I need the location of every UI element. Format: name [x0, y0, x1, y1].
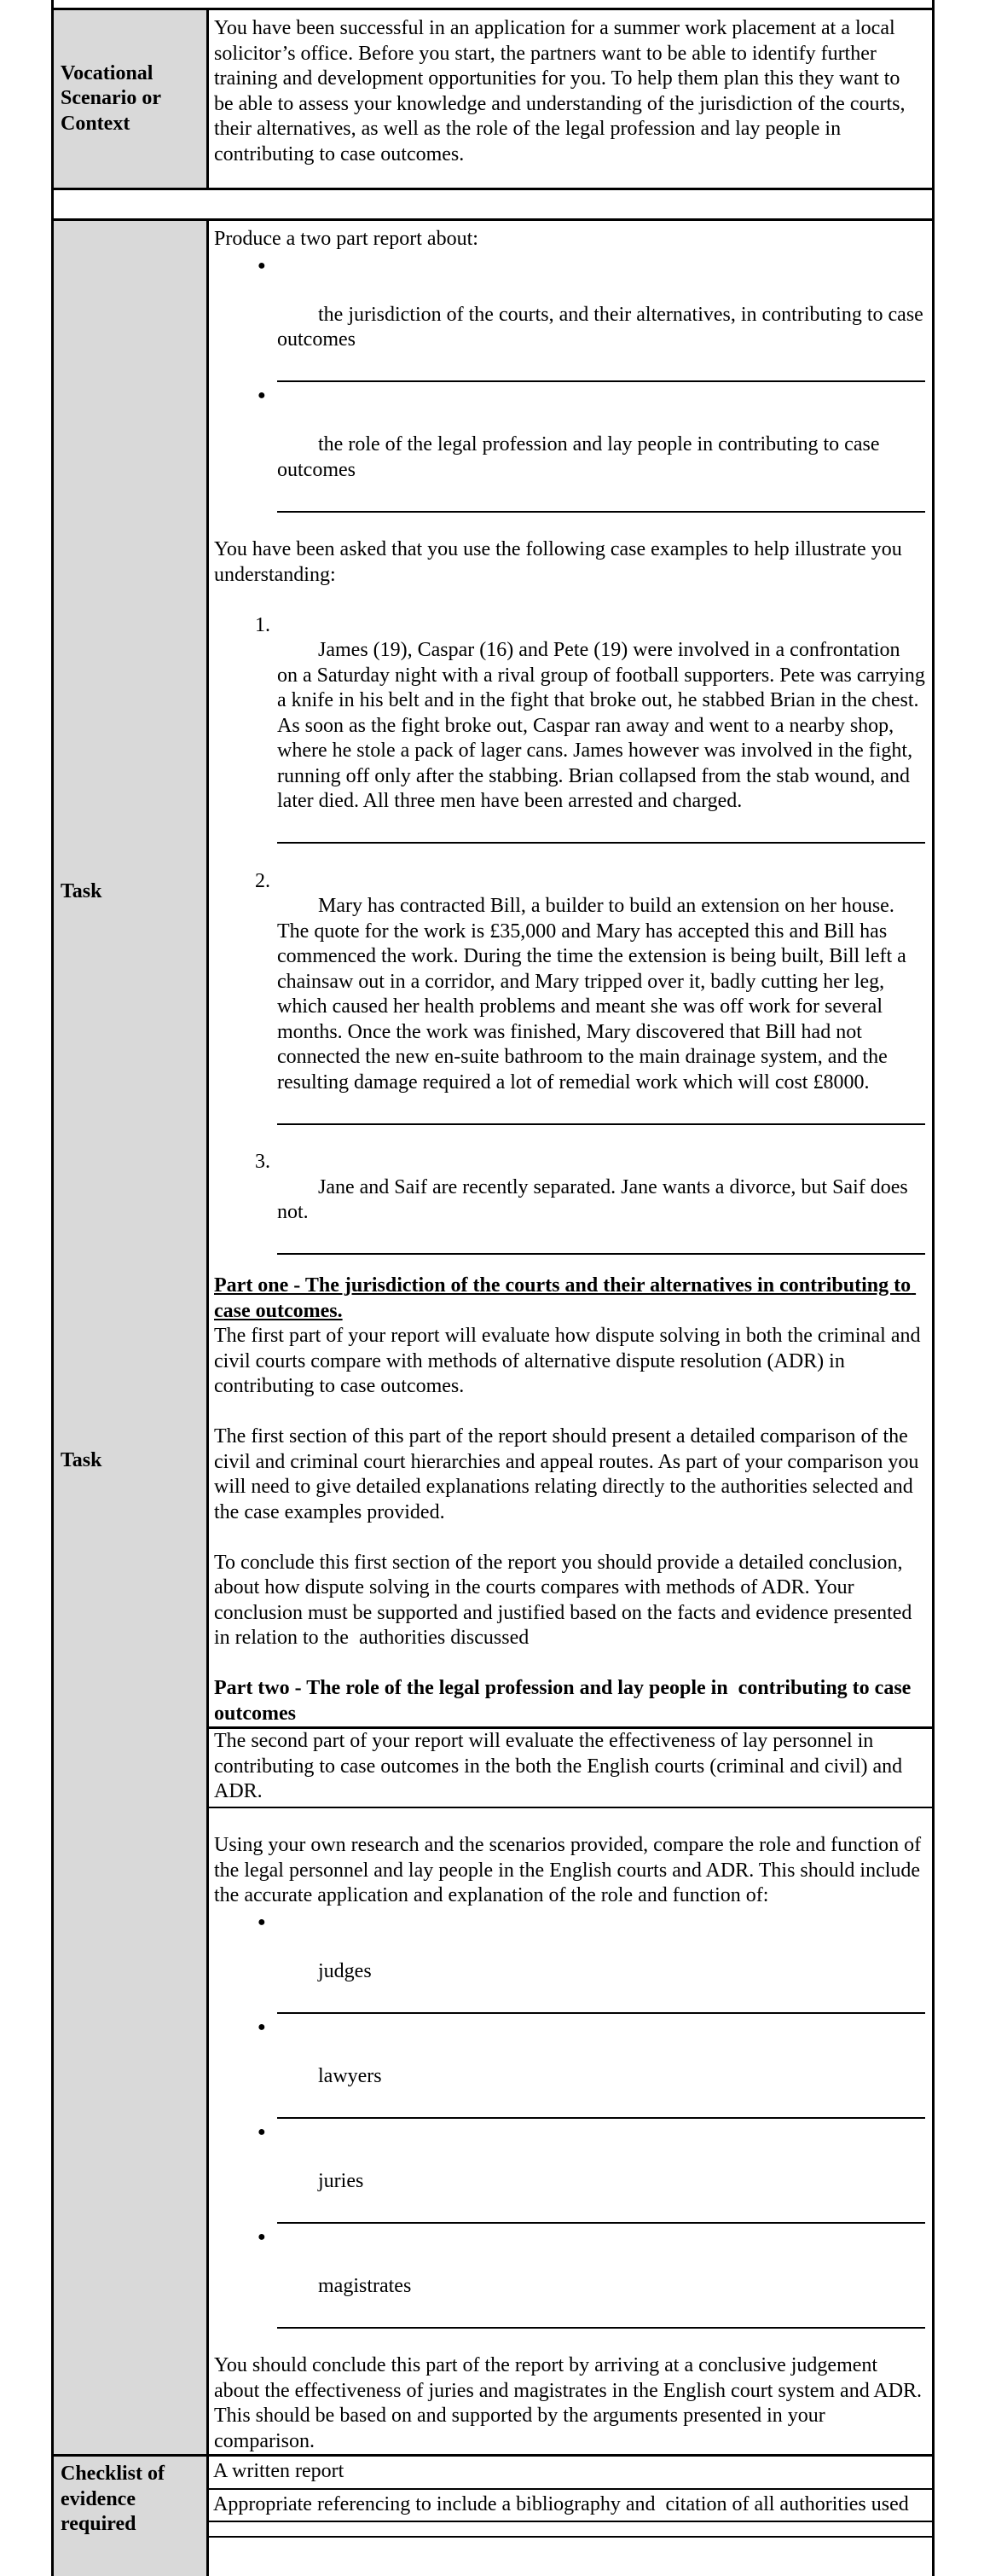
scenario-content-cell — [209, 10, 932, 188]
assignment-brief-table — [51, 0, 935, 2576]
checklist-label-cell — [54, 2457, 209, 2576]
scenario-label-cell — [54, 10, 209, 188]
checklist-item-2: Appropriate referencing to include a bibliography and citation of all authorities used — [209, 2490, 932, 2523]
task-bullet-2 — [258, 382, 925, 513]
blank-line — [209, 513, 932, 538]
task-bullet-1-text: the jurisdiction of the courts, and their alternatives, in contributing to case outcomes — [277, 303, 929, 351]
role-bullet-judges — [258, 1909, 925, 2014]
part-one-paragraph-1: The first part of your report will evaluate how dispute solving in both the criminal and civil courts compare with methods of alternative dispute resolution (ADR) in contributing to case outcomes. — [214, 1325, 926, 1397]
task-bullet-1 — [258, 252, 929, 383]
bullet-icon: ● — [258, 258, 266, 273]
role-bullet-lawyers — [258, 2014, 925, 2119]
bullet-icon: ● — [258, 1914, 266, 1929]
cases-intro: You have been asked that you use the following case examples to help illustrate you understanding: — [214, 538, 907, 586]
task-label-2: Task — [61, 1449, 102, 1471]
checklist-item-1: A written report — [209, 2457, 932, 2490]
task-label: Task — [61, 880, 102, 902]
part-one-paragraph-3: To conclude this first section of the report you should provide a detailed conclusion, about how dispute solving in the courts compares with methods of ADR. Your conclusion must be supported and justified based on the facts and evidence presented in relation to the authorities discussed — [214, 1551, 917, 1649]
case-number-1: 1. — [255, 613, 270, 636]
bullet-icon: ● — [258, 388, 266, 403]
checklist-row — [51, 2457, 935, 2576]
bullet-icon: ● — [258, 2019, 266, 2034]
role-bullet-juries — [258, 2119, 925, 2224]
role-bullet-magistrates-text: magistrates — [318, 2274, 412, 2297]
using-paragraph: Using your own research and the scenarios provided, compare the role and function of the legal personnel and lay people in the English courts and ADR. This should include the accurate application and explanation of the role and function of: — [214, 1834, 927, 1906]
role-bullet-juries-text: juries — [318, 2169, 364, 2192]
part-one-heading: Part one - The jurisdiction of the courts and their alternatives in contributing to case outcomes. — [214, 1274, 917, 1322]
case-item-3-text: Jane and Saif are recently separated. Jane wants a divorce, but Saif does not. — [277, 1175, 913, 1223]
part-two-heading: Part two - The role of the legal profession and lay people in contributing to case outcomes — [209, 1676, 932, 1729]
blank-line — [209, 1255, 932, 1273]
task-row — [51, 221, 935, 2457]
case-item-1 — [255, 588, 930, 844]
task-bullet-2-text: the role of the legal profession and lay people in contributing to case outcomes — [277, 433, 885, 481]
part-one-paragraph-2: The first section of this part of the report should present a detailed comparison of the civil and criminal court hierarchies and appeal routes. As part of your comparison you will need to give detailed explanations relating directly to the authorities selected and the case examples provided. — [214, 1425, 924, 1523]
table-top-cutoff-row — [51, 0, 935, 10]
blank-line — [209, 1525, 932, 1551]
scenario-row — [51, 10, 935, 190]
scenario-text: You have been successful in an application for a summer work placement at a local solicitor’s office. Before you start, the partners want to be able to identify further training and development opportunities for you. To help them plan this they want to be able to assess your knowledge and understanding of the jurisdiction of the courts, their alternatives, as well as the role of the legal profession and lay people in contributing to case outcomes. — [214, 17, 911, 165]
blank-line — [209, 1651, 932, 1677]
empty-spacer-row — [51, 190, 935, 221]
bullet-icon: ● — [258, 2124, 266, 2139]
case-number-2: 2. — [255, 869, 270, 892]
case-number-3: 3. — [255, 1151, 270, 1173]
role-bullet-magistrates — [258, 2224, 925, 2329]
conclusion-paragraph: You should conclude this part of the report by arriving at a conclusive judgement about the effectiveness of juries and magistrates in the English court system and ADR. This should be based on and supported by the arguments presented in your comparison. — [214, 2354, 927, 2452]
case-item-1-text: James (19), Caspar (16) and Pete (19) were involved in a confrontation on a Saturday night with a rival group of football supporters. Pete was carrying a knife in his belt and in the fight that broke out, he stabbed Brian in the chest. As soon as the fight broke out, Caspar ran away and went to a nearby shop, where he stole a pack of lager cans. James however was involved in the fight, running off only after the stabbing. Brian collapsed from the stab wound, and later died. All three men have been arrested and charged. — [277, 639, 930, 812]
checklist-item-cutoff — [209, 2522, 932, 2538]
task-intro: Produce a two part report about: — [214, 228, 478, 250]
scenario-label: Vocational Scenario or Context — [61, 61, 161, 135]
case-item-2-text: Mary has contracted Bill, a builder to build an extension on her house. The quote for the work is £35,000 and Mary has accepted this and Bill has commenced the work. During the time the extension is being built, Bill left a chainsaw out in a corridor, and Mary tripped over it, badly cutting her leg, which caused her health problems and meant she was off work for several months. Once the work was finished, Mary discovered that Bill had not connected the new en-suite bathroom to the main drainage system, and the resulting damage required a lot of remedial work which will cost £8000. — [277, 895, 912, 1094]
bullet-icon: ● — [258, 2229, 266, 2244]
case-item-2 — [255, 844, 925, 1125]
blank-line — [209, 1400, 932, 1425]
task-content-cell — [209, 221, 932, 2454]
role-bullet-lawyers-text: lawyers — [318, 2064, 382, 2087]
blank-line — [209, 2329, 932, 2354]
blank-line — [209, 1808, 932, 1834]
checklist-label: Checklist of evidence required — [61, 2463, 165, 2535]
role-bullet-judges-text: judges — [318, 1959, 372, 1982]
task-label-cell — [54, 221, 209, 2454]
case-item-3 — [255, 1125, 925, 1256]
part-two-paragraph: The second part of your report will evaluate the effectiveness of lay personnel in contributing to case outcomes in the both the English courts (criminal and civil) and ADR. — [209, 1729, 932, 1808]
checklist-content-cell — [209, 2457, 932, 2576]
